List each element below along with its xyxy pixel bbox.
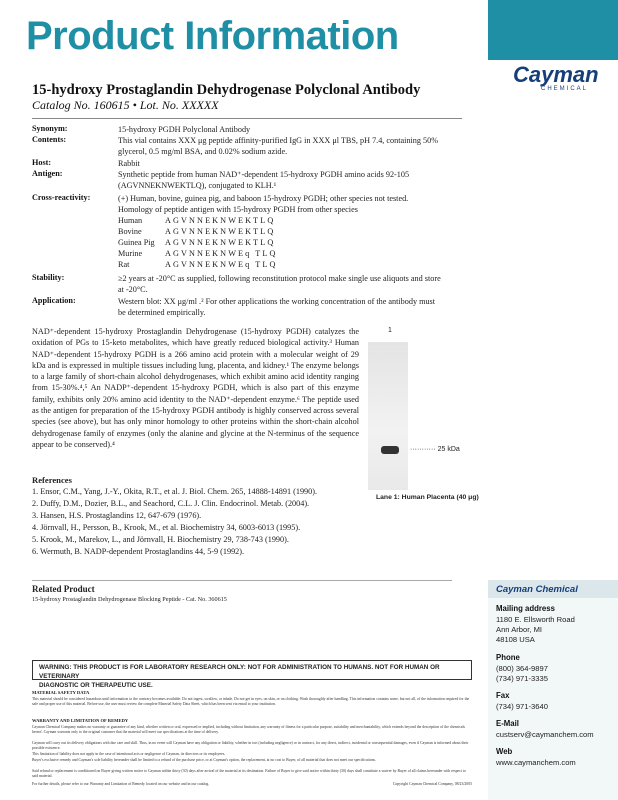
homology-species: Guinea Pig bbox=[118, 238, 155, 247]
homology-sequence: AGVNNEKNWEKTLQ bbox=[165, 227, 276, 236]
warning-line: WARNING: THIS PRODUCT IS FOR LABORATORY RESEARCH ONLY: NOT FOR ADMINISTRATION TO HUMANS. NOT FOR HUMAN OR VETERINARY bbox=[39, 664, 440, 680]
contact-sidebar bbox=[488, 580, 618, 800]
reference-item: 3. Hansen, H.S. Prostaglandins 12, 647-679 (1976). bbox=[32, 511, 202, 520]
reference-item: 5. Krook, M., Marekov, L., and Jörnvall, H. Biochemistry 29, 738-743 (1990). bbox=[32, 535, 289, 544]
stability-label: Stability: bbox=[32, 273, 65, 282]
website-link[interactable]: www.caymanchem.com bbox=[496, 758, 576, 767]
copyright: Copyright Cayman Chemical Company, 08/23/2005 bbox=[392, 782, 472, 786]
cross-reactivity-line-2: Homology of peptide antigen with 15-hydroxy PGDH from other species bbox=[118, 205, 358, 214]
homology-species: Murine bbox=[118, 249, 143, 258]
application-line-1: Western blot: XX μg/ml .² For other applications the working concentration of the antibody must bbox=[118, 297, 436, 306]
homology-sequence: AGVNNEKNWEq TLQ bbox=[165, 260, 278, 269]
reference-item: 6. Wermuth, B. NADP-dependent Prostaglandins 44, 5-9 (1992). bbox=[32, 547, 245, 556]
pipette-drop-icon bbox=[533, 34, 577, 64]
cross-reactivity-label: Cross-reactivity: bbox=[32, 193, 91, 202]
warranty-text: Buyer's exclusive remedy and Cayman's sole liability hereunder shall be limited to a refund of the purchase price, or at Cayman's option, the replacement, at no cost to Buyer, of all material that does not meet our specifications. bbox=[32, 758, 376, 762]
homology-sequence: AGVNNEKNWEKTLQ bbox=[165, 216, 276, 225]
related-product-heading: Related Product bbox=[32, 584, 95, 594]
blot-band bbox=[381, 446, 399, 454]
warranty-text: Said refund or replacement is conditioned on Buyer giving written notice to Cayman within thirty (30) days after arrival of the material at its destination. Failure of Buyer to give said notice within thirty (30) days shall constitute a waiver by Buyer of all claims hereunder with respect to said material. bbox=[32, 769, 466, 778]
contents-line-2: glycerol, 0.5 mg/ml BSA, and 0.02% sodium azide. bbox=[118, 147, 288, 156]
marker-dots: ··········· bbox=[410, 446, 438, 453]
title-divider bbox=[32, 118, 462, 119]
mailing-address-line: Ann Arbor, MI bbox=[496, 625, 543, 634]
homology-species: Human bbox=[118, 216, 143, 225]
antigen-line-2: (AGVNNEKNWEKTLQ), conjugated to KLH.¹ bbox=[118, 181, 277, 190]
warranty-text: Cayman Chemical Company makes no warranty or guarantee of any kind, whether written or oral, expressed or implied, including without limitation, any warranty of fitness for a particular purpose, suitability and merchantability, which extends beyond the description of the chemicals hereof. Cayman warrants only to the original customer that the material will meet our specifications at the time of delivery. bbox=[32, 725, 466, 734]
logo-subtitle: CHEMICAL bbox=[541, 86, 589, 92]
phone-label: Phone bbox=[496, 653, 520, 662]
cross-reactivity-line-1: (+) Human, bovine, guinea pig, and baboon 15-hydroxy PGDH; other species not tested. bbox=[118, 194, 409, 203]
figure-caption: Lane 1: Human Placenta (40 μg) bbox=[376, 494, 479, 501]
msds-text: This material should be considered hazardous until information to the contrary becomes available. Do not ingest, swallow, or inhale. Do not get in eyes, on skin, or on clothing. Wash thoroughly after handling. This information contains some, but not all, of the information required for the safe and proper use of this material. Before use, the user must review the complete Material Safety Data Sheet, which has been sent via email to your institution. bbox=[32, 697, 470, 706]
cayman-logo bbox=[505, 34, 605, 94]
related-divider bbox=[32, 580, 452, 581]
description-paragraph: NAD⁺-dependent 15-hydroxy Prostaglandin Dehydrogenase (15-hydroxy PGDH) catalyzes the oxidation of PGs to 15-keto metabolites, which have greatly reduced biological activity.³ Human NAD⁺-dependent 15-hydroxy PGDH is a 266 amino acid protein with a molecular weight of 29 kDa and is expressed in multiple tissues including lung, placenta, and kidney.¹ The enzyme belongs to a large family of short-chain alcohol dehydrogenases, which exhibit amino acid identity ranging from 15-30%.⁴,⁵ An NADP⁺-dependent 15-hydroxy PGDH, which is also part of this enzyme family, exhibits only 20% amino acid identity to the NAD⁺-dependent enzyme.⁶ The peptide used as the antigen for preparation of the 15-hydroxy PGDH antibody is highly conserved across several species (see above), but has only minor homology to other proteins within the short-chain alcohol dehydrogenase family of enzymes (only the alanine and glycine at the N-terminus of the sequence appear to be conserved).⁴ bbox=[32, 327, 359, 449]
contents-line-1: This vial contains XXX μg peptide affinity-purified IgG in XXX μl TBS, pH 7.4, containing 50% bbox=[118, 136, 439, 145]
warning-box bbox=[32, 660, 472, 689]
reference-item: 1. Ensor, C.M., Yang, J.-Y., Okita, R.T., et al. J. Biol. Chem. 265, 14888-14891 (1990). bbox=[32, 487, 318, 496]
antigen-line-1: Synthetic peptide from human NAD⁺-dependent 15-hydroxy PGDH amino acids 92-105 bbox=[118, 170, 410, 179]
reference-item: 4. Jörnvall, H., Persson, B., Krook, M., et al. Biochemistry 34, 6003-6013 (1995). bbox=[32, 523, 301, 532]
homology-sequence: AGVNNEKNWEq TLQ bbox=[165, 249, 278, 258]
homology-species: Bovine bbox=[118, 227, 142, 236]
western-blot-image bbox=[368, 342, 408, 490]
phone-number[interactable]: (734) 971-3335 bbox=[496, 674, 548, 683]
reference-item: 2. Duffy, D.M., Dozier, B.L., and Seachord, C.L. J. Clin. Endocrinol. Metab. (2004). bbox=[32, 499, 310, 508]
page-header-title: Product Information bbox=[26, 14, 399, 58]
stability-line-1: ≥2 years at -20°C as supplied, following reconstitution protocol make single use aliquots and store bbox=[118, 274, 441, 283]
homology-sequence: AGVNNEKNWEKTLQ bbox=[165, 238, 276, 247]
warning-line: DIAGNOSTIC OR THERAPEUTIC USE. bbox=[39, 682, 153, 689]
warranty-text: Cayman will carry out its delivery obligations with due care and skill. Thus, in no event will Cayman have any obligation or liability, whether in tort (including negligence) or in contract, for any direct, indirect, incidental or consequential damages, even if Cayman is informed about their possible existence. bbox=[32, 741, 469, 750]
phone-number[interactable]: (800) 364-9897 bbox=[496, 664, 548, 673]
homology-species: Rat bbox=[118, 260, 130, 269]
mailing-address-line: 1180 E. Ellsworth Road bbox=[496, 615, 575, 624]
fax-number: (734) 971-3640 bbox=[496, 702, 548, 711]
related-product-item: 15-hydroxy Prostaglandin Dehydrogenase Blocking Peptide - Cat. No. 360615 bbox=[32, 596, 227, 603]
host-label: Host: bbox=[32, 158, 52, 167]
fax-label: Fax bbox=[496, 691, 510, 700]
application-label: Application: bbox=[32, 296, 76, 305]
warranty-heading: WARRANTY AND LIMITATION OF REMEDY bbox=[32, 718, 129, 723]
mailing-address-line: 48108 USA bbox=[496, 635, 535, 644]
logo-wordmark: Cayman bbox=[513, 62, 599, 87]
marker-label: 25 kDa bbox=[437, 446, 460, 453]
synonym-value: 15-hydroxy PGDH Polyclonal Antibody bbox=[118, 125, 251, 134]
application-line-2: be determined empirically. bbox=[118, 308, 206, 317]
synonym-label: Synonym: bbox=[32, 124, 68, 133]
sidebar-title: Cayman Chemical bbox=[488, 580, 618, 598]
references-heading: References bbox=[32, 475, 72, 485]
contents-label: Contents: bbox=[32, 135, 67, 144]
host-value: Rabbit bbox=[118, 159, 140, 168]
mailing-address-label: Mailing address bbox=[496, 604, 555, 613]
stability-line-2: at -20°C. bbox=[118, 285, 148, 294]
email-label: E-Mail bbox=[496, 719, 519, 728]
warranty-text: For further details, please refer to our Warranty and Limitation of Remedy located on our website and in our catalog. bbox=[32, 782, 210, 786]
web-label: Web bbox=[496, 747, 513, 756]
msds-heading: MATERIAL SAFETY DATA bbox=[32, 690, 90, 695]
email-link[interactable]: custserv@caymanchem.com bbox=[496, 730, 594, 739]
molecular-weight-marker bbox=[410, 446, 460, 453]
antigen-label: Antigen: bbox=[32, 169, 63, 178]
product-title: 15-hydroxy Prostaglandin Dehydrogenase Polyclonal Antibody bbox=[32, 82, 421, 98]
warranty-text: This limitation of liability does not apply in the case of intentional acts or negligence of Cayman, its directors or its employees. bbox=[32, 752, 226, 756]
catalog-line: Catalog No. 160615 • Lot. No. XXXXX bbox=[32, 98, 219, 112]
lane-number: 1 bbox=[388, 327, 392, 334]
